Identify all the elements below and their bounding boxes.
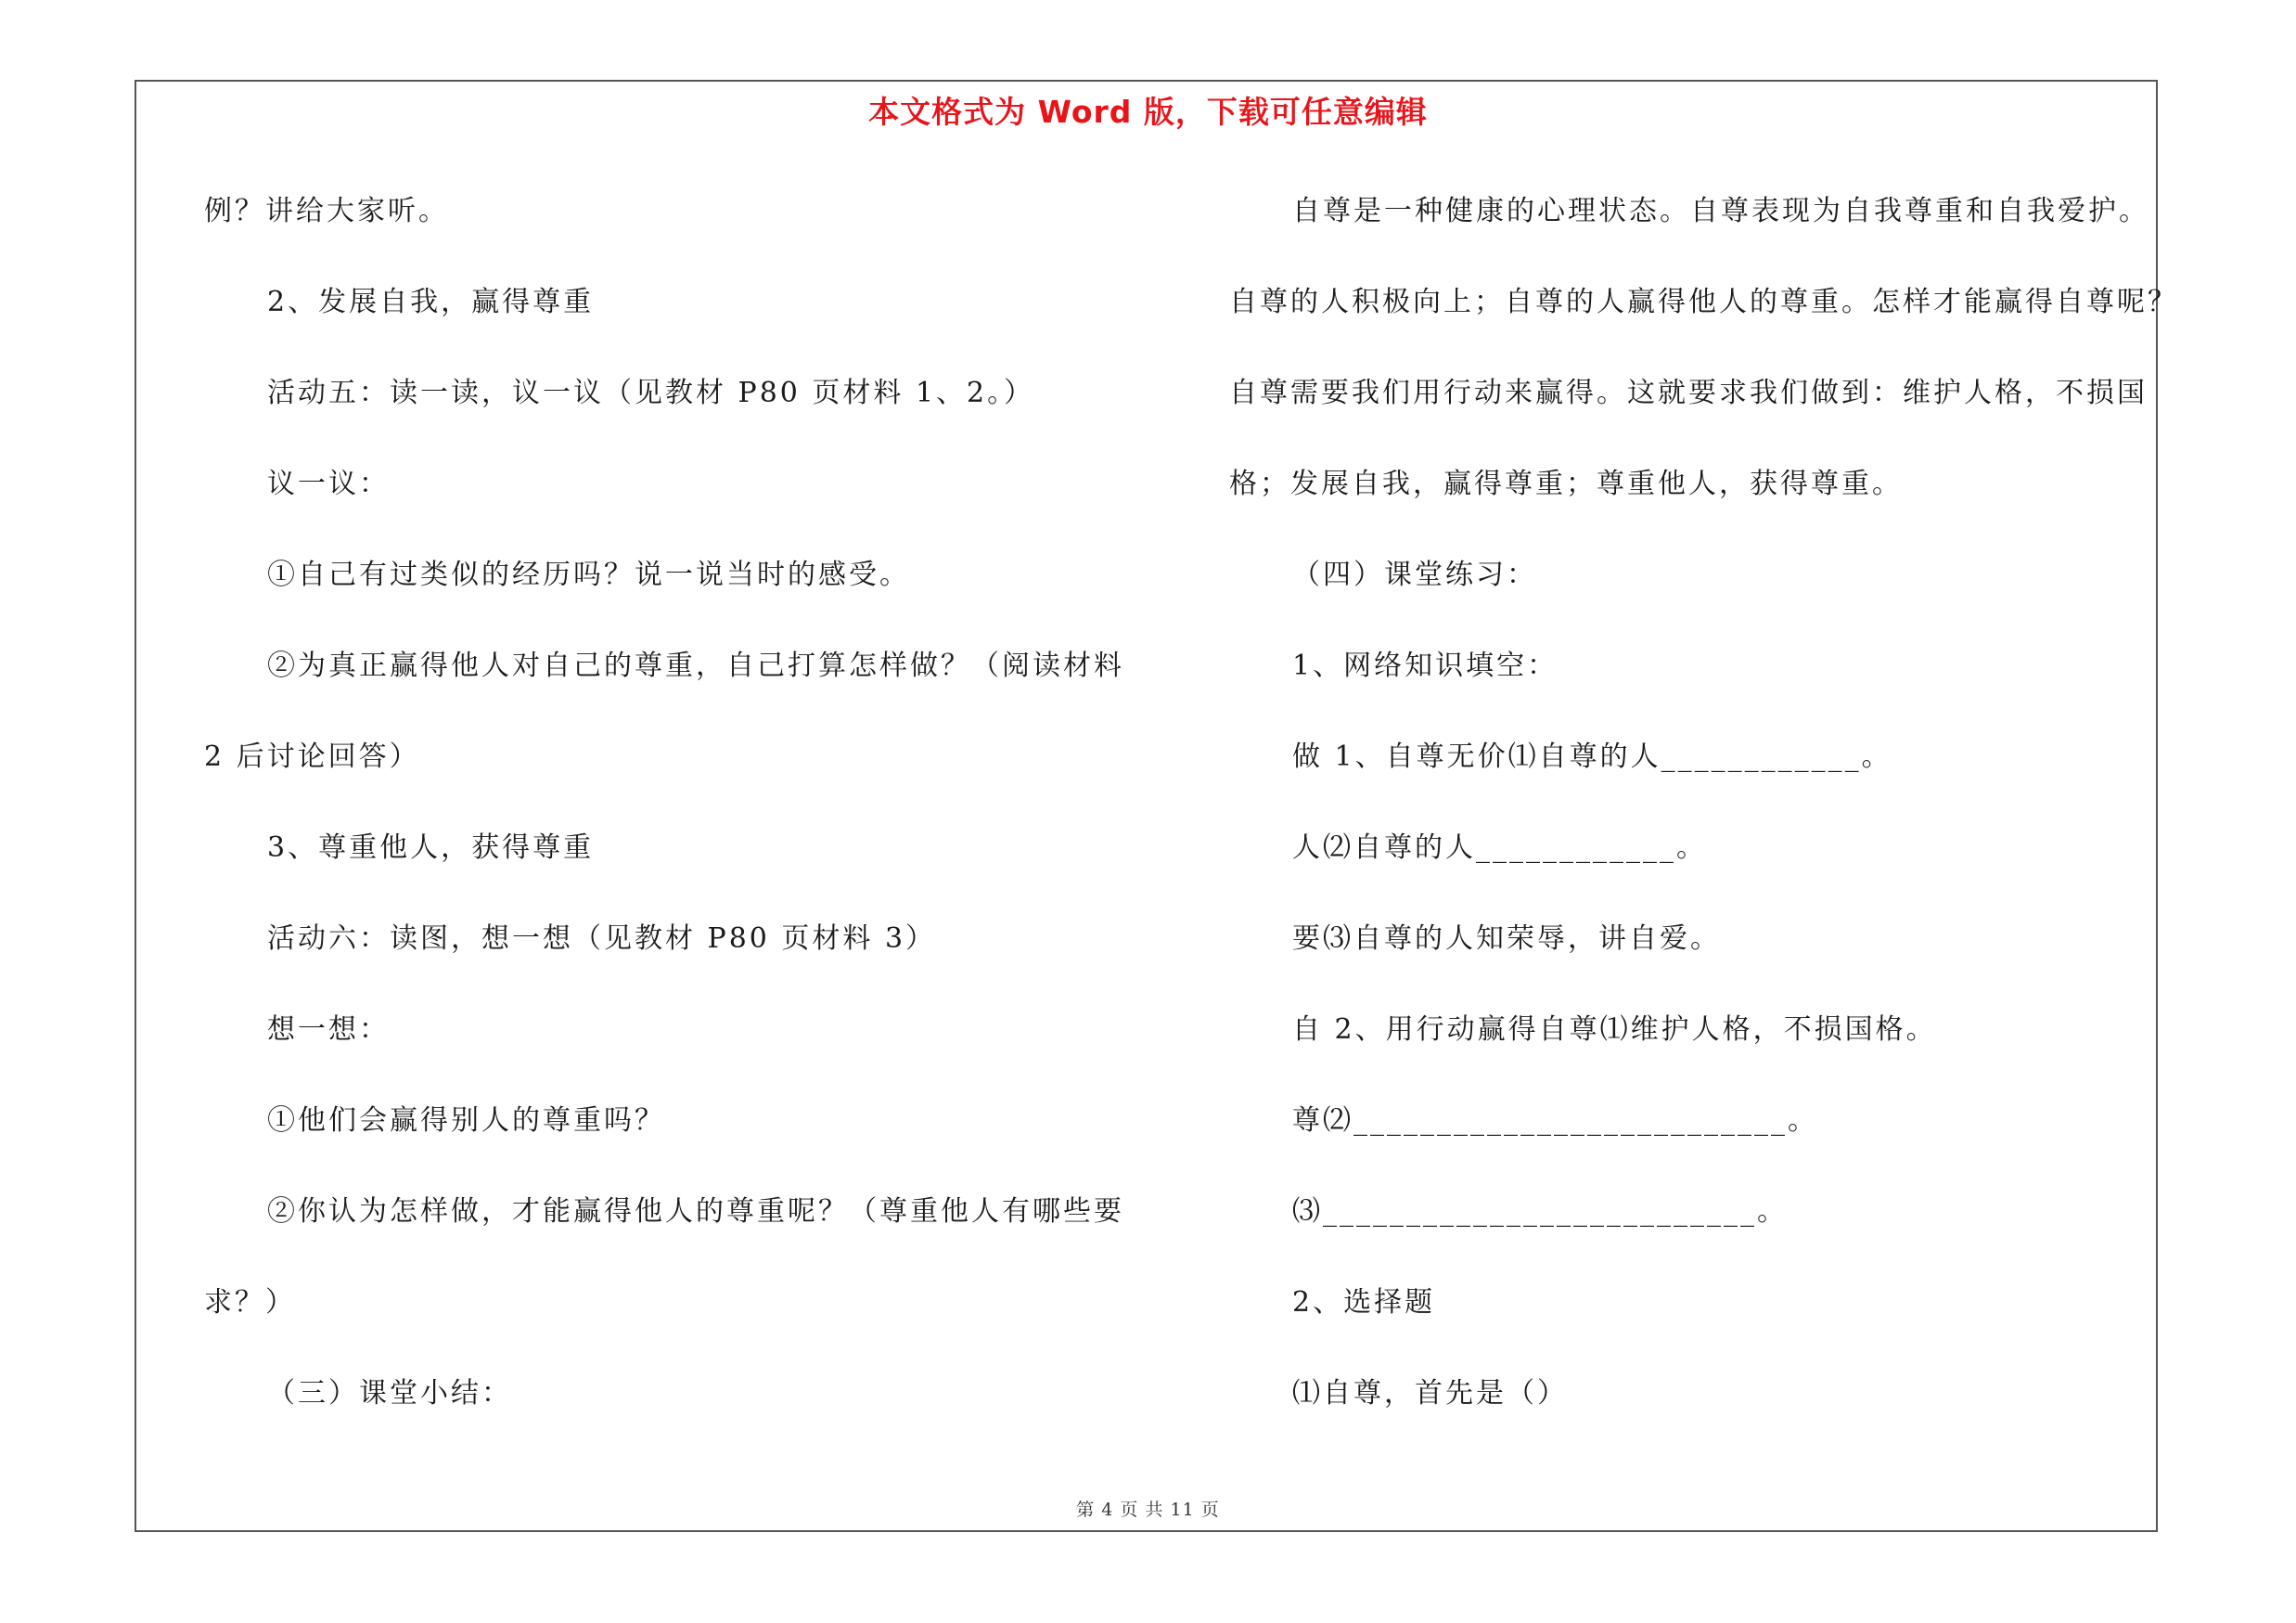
left-line-6: ②为真正赢得他人对自己的尊重，自己打算怎样做？（阅读材料 <box>267 650 1124 682</box>
right-line-11: 尊⑵__________________________。 <box>1292 1104 1818 1137</box>
left-line-3: 活动五：读一读，议一议（见教材 P80 页材料 1、2。） <box>267 377 1035 409</box>
right-line-3: 自尊需要我们用行动来赢得。这就要求我们做到：维护人格，不损国 <box>1229 377 2148 409</box>
header-banner: 本文格式为 Word 版，下载可任意编辑 <box>868 94 1428 130</box>
page-footer: 第 4 页 共 11 页 <box>1076 1500 1220 1520</box>
right-line-4: 格；发展自我，赢得尊重；尊重他人，获得尊重。 <box>1229 468 1903 500</box>
right-line-8: 人⑵自尊的人____________。 <box>1292 831 1707 864</box>
left-line-9: 活动六：读图，想一想（见教材 P80 页材料 3） <box>267 922 937 955</box>
right-line-2: 自尊的人积极向上；自尊的人赢得他人的尊重。怎样才能赢得自尊呢？ <box>1229 286 2178 318</box>
right-line-1: 自尊是一种健康的心理状态。自尊表现为自我尊重和自我爱护。 <box>1292 195 2149 227</box>
right-line-10: 自 2、用行动赢得自尊⑴维护人格，不损国格。 <box>1292 1013 1937 1046</box>
left-line-5: ①自己有过类似的经历吗？说一说当时的感受。 <box>267 559 910 591</box>
left-line-11: ①他们会赢得别人的尊重吗？ <box>267 1104 665 1137</box>
right-line-9: 要⑶自尊的人知荣辱，讲自爱。 <box>1292 922 1721 955</box>
left-line-10: 想一想： <box>267 1013 390 1046</box>
left-line-1: 例？讲给大家听。 <box>204 195 449 227</box>
left-line-13: 求？） <box>204 1286 296 1319</box>
left-line-7: 2 后讨论回答） <box>204 741 420 773</box>
left-line-2: 2、发展自我，赢得尊重 <box>267 286 595 318</box>
right-line-12: ⑶__________________________。 <box>1292 1195 1788 1228</box>
right-line-13: 2、选择题 <box>1292 1286 1436 1319</box>
right-line-14: ⑴自尊，首先是（） <box>1292 1377 1568 1410</box>
left-line-8: 3、尊重他人，获得尊重 <box>267 831 595 864</box>
right-line-5: （四）课堂练习： <box>1292 559 1537 591</box>
left-line-14: （三）课堂小结： <box>267 1377 512 1410</box>
right-line-6: 1、网络知识填空： <box>1292 650 1558 682</box>
left-line-4: 议一议： <box>267 468 390 500</box>
right-line-7: 做 1、自尊无价⑴自尊的人____________。 <box>1292 741 1892 773</box>
left-line-12: ②你认为怎样做，才能赢得他人的尊重呢？（尊重他人有哪些要 <box>267 1195 1124 1228</box>
